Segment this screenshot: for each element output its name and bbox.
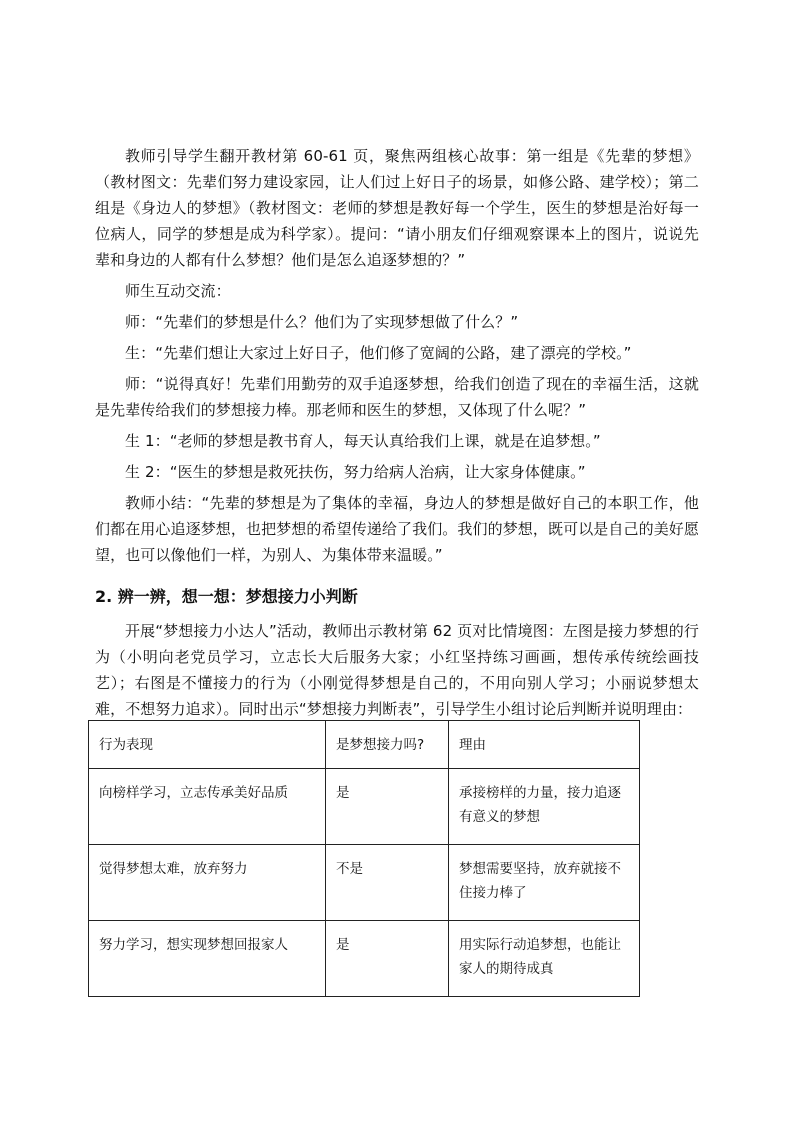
table-cell-behavior: 觉得梦想太难，放弃努力: [89, 845, 326, 921]
dialogue-teacher-2: 师：“说得真好！先辈们用勤劳的双手追逐梦想，给我们创造了现在的幸福生活，这就是先辈传给我们的梦想接力棒。那老师和医生的梦想，又体现了什么呢？”: [95, 375, 699, 419]
table-cell-behavior: 努力学习，想实现梦想回报家人: [89, 921, 326, 997]
table-row: [89, 769, 640, 845]
header-relay: 是梦想接力吗?: [326, 721, 449, 769]
table-cell-reason: 用实际行动追梦想，也能让家人的期待成真: [449, 921, 640, 997]
table-row: [89, 921, 640, 997]
table-cell-relay: 不是: [326, 845, 449, 921]
table-cell-behavior: 向榜样学习，立志传承美好品质: [89, 769, 326, 845]
teacher-summary: 教师小结：“先辈的梦想是为了集体的幸福，身边人的梦想是做好自己的本职工作，他们都在用心追逐梦想，也把梦想的希望传递给了我们。我们的梦想，既可以是自己的美好愿望，也可以像他们一样，为别人、为集体带来温暖。”: [95, 494, 700, 564]
table-cell-reason: 承接榜样的力量，接力追逐有意义的梦想: [449, 769, 640, 845]
intro-paragraph: 教师引导学生翻开教材第 60-61 页，聚焦两组核心故事：第一组是《先辈的梦想》（教材图文：先辈们努力建设家园，让人们过上好日子的场景，如修公路、建学校）；第二组是《身边人的梦想》（教材图文：老师的梦想是教好每一个学生，医生的梦想是治好每一位病人，同学的梦想是成为科学家）。提问：“请小朋友们仔细观察课本上的图片，说说先辈和身边的人都有什么梦想？他们是怎么追逐梦想的？”: [95, 147, 699, 269]
section-heading: 2. 辨一辨，想一想：梦想接力小判断: [95, 587, 358, 606]
table-header-row: [89, 721, 640, 769]
judgement-table: [88, 720, 640, 997]
document-body: [95, 143, 699, 722]
dialogue-student-1: 生：“先辈们想让大家过上好日子，他们修了宽阔的公路，建了漂亮的学校。”: [125, 344, 632, 362]
dialogue-student-3: 生 2：“医生的梦想是救死扶伤，努力给病人治病，让大家身体健康。”: [125, 463, 586, 481]
activity-paragraph: 开展“梦想接力小达人”活动，教师出示教材第 62 页对比情境图：左图是接力梦想的行为（小明向老党员学习，立志长大后服务大家；小红坚持练习画画，想传承传统绘画技艺）；右图是不懂接力的行为（小刚觉得梦想是自己的，不用向别人学习；小丽说梦想太难，不想努力追求）。同时出示“梦想接力判断表”，引导学生小组讨论后判断并说明理由：: [95, 622, 699, 718]
dialogue-teacher-1: 师：“先辈们的梦想是什么？他们为了实现梦想做了什么？”: [125, 313, 519, 331]
header-reason: 理由: [449, 721, 640, 769]
table-cell-reason: 梦想需要坚持，放弃就接不住接力棒了: [449, 845, 640, 921]
table-cell-relay: 是: [326, 921, 449, 997]
dialogue-heading: 师生互动交流：: [125, 282, 231, 300]
table-row: [89, 845, 640, 921]
header-behavior: 行为表现: [89, 721, 326, 769]
table-cell-relay: 是: [326, 769, 449, 845]
dialogue-student-2: 生 1：“老师的梦想是教书育人，每天认真给我们上课，就是在追梦想。”: [125, 432, 601, 450]
